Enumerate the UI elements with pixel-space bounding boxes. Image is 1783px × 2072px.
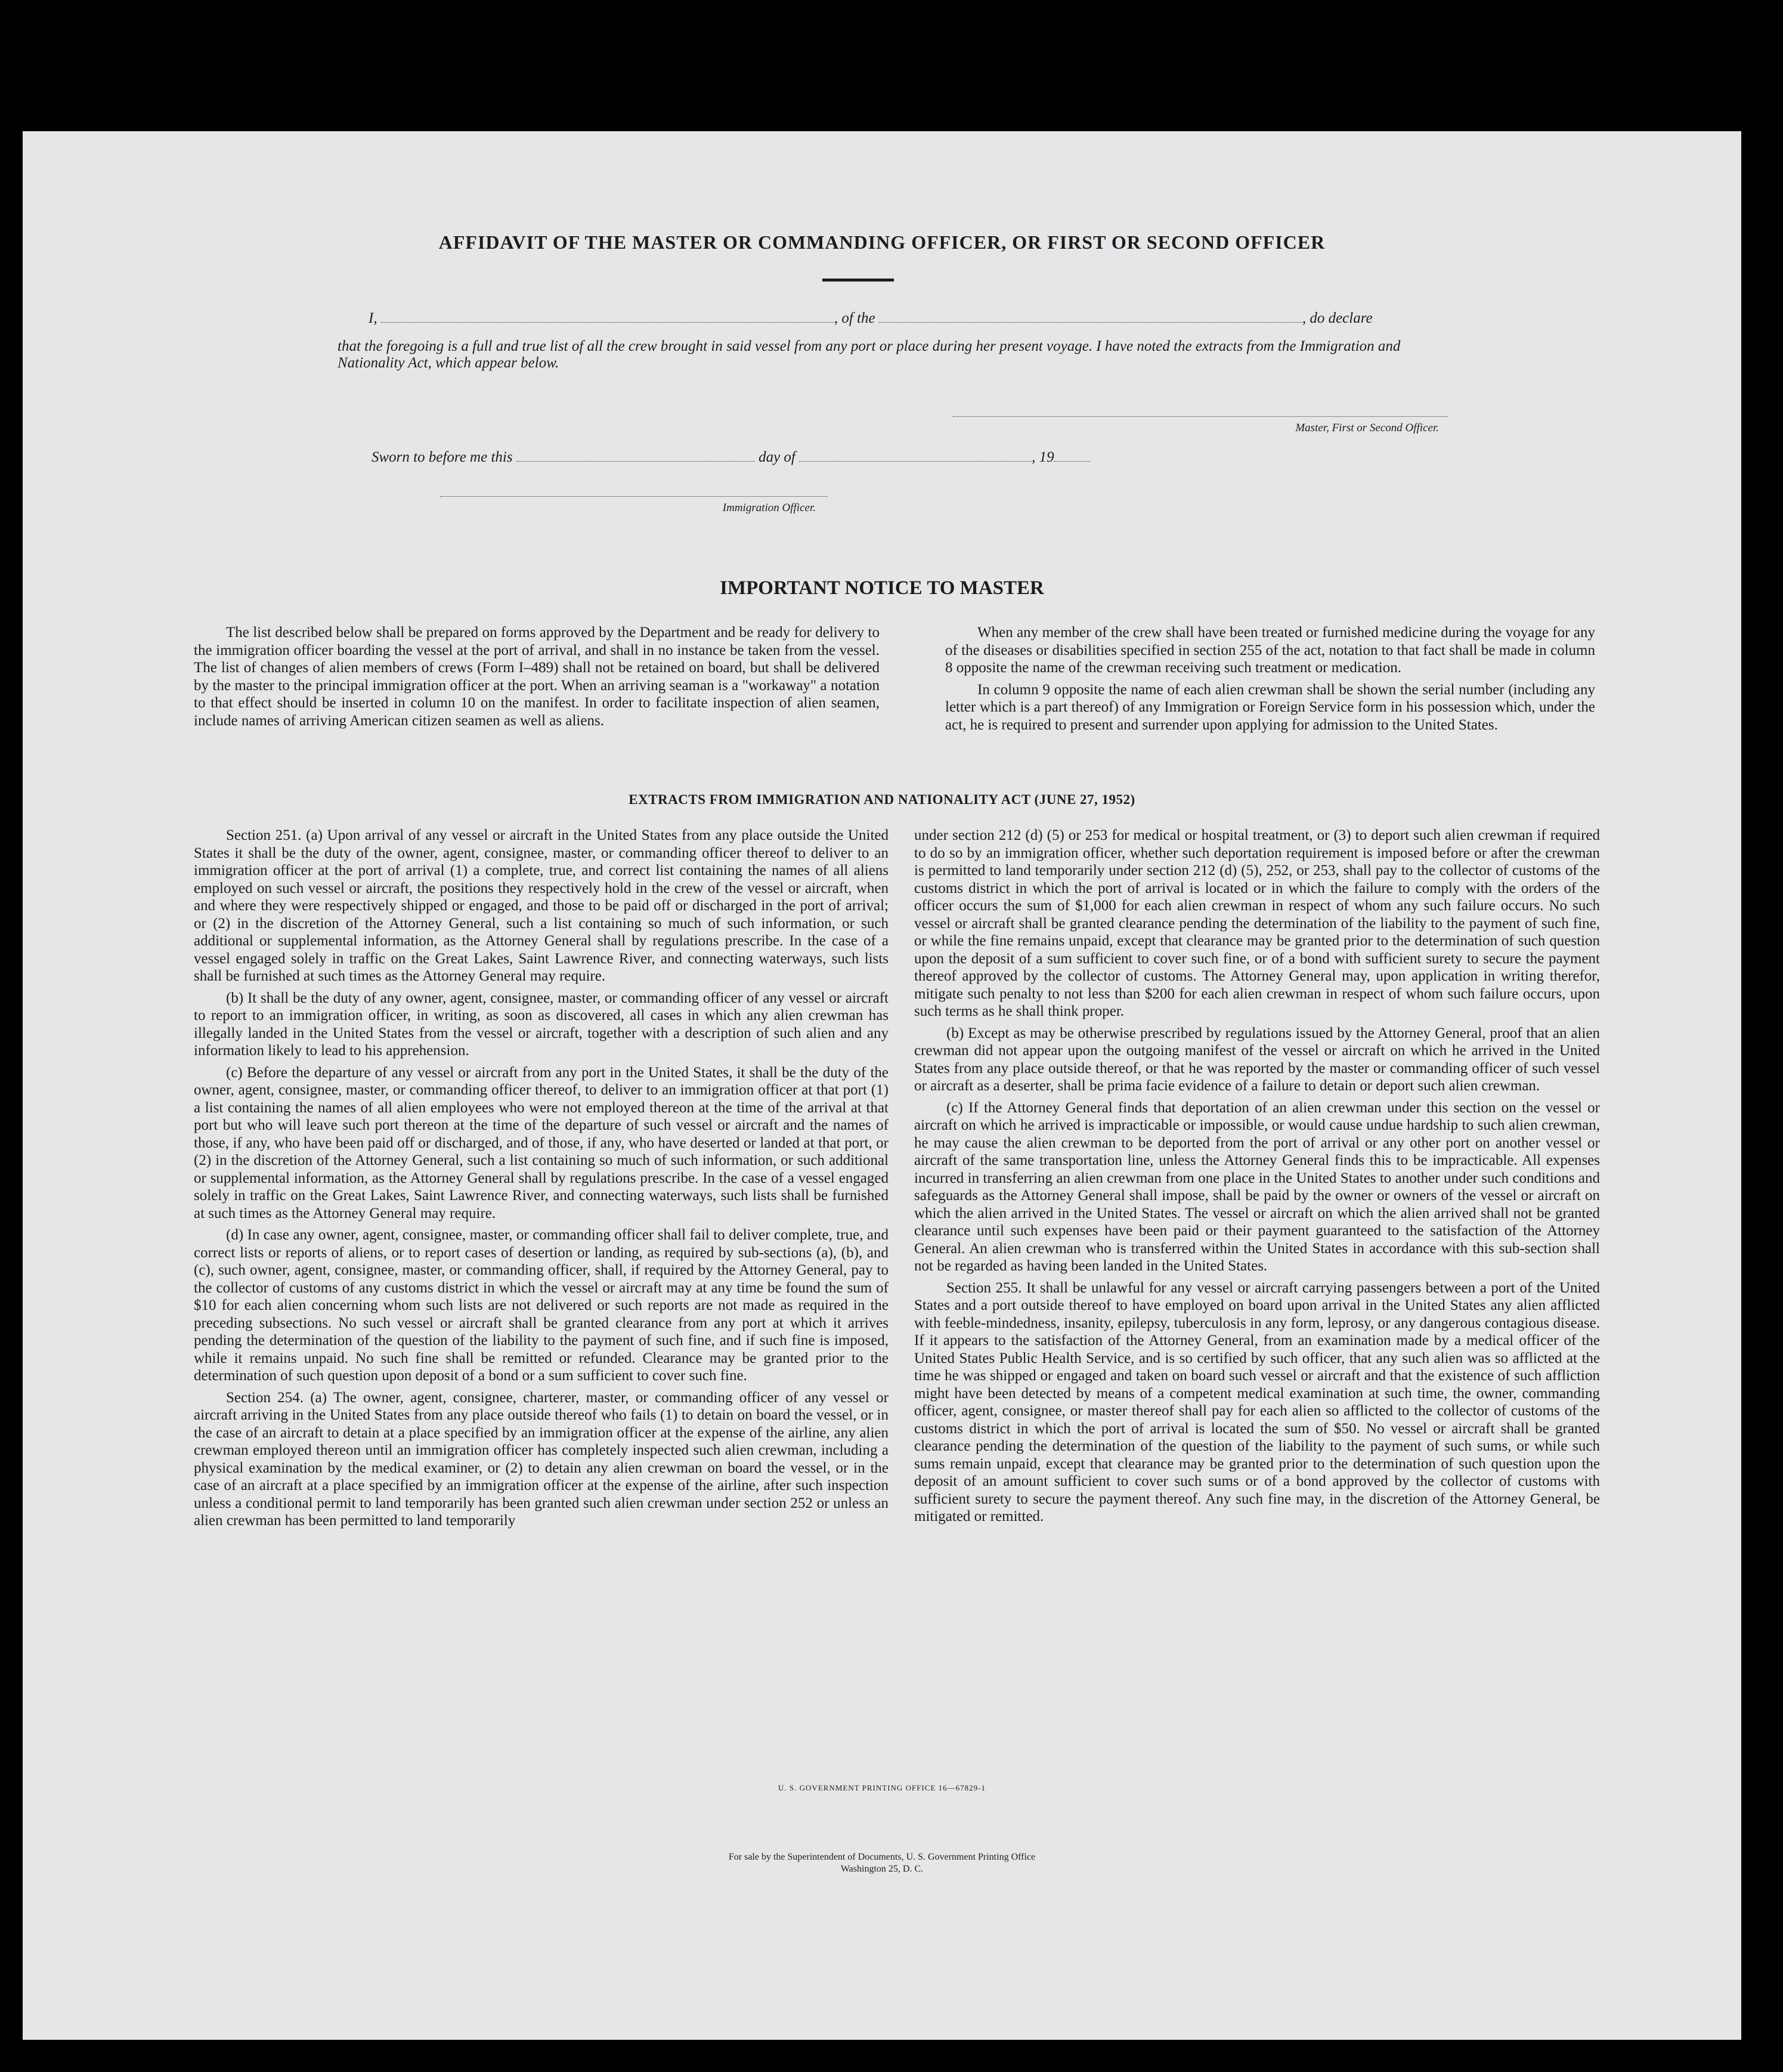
master-signature-caption: Master, First or Second Officer. [1295, 422, 1439, 434]
name-blank[interactable] [381, 321, 834, 323]
extract-paragraph: (c) Before the departure of any vessel or aircraft from any port in the United States, it shall be the duty of the owner, agent, consignee, master, or commanding officer thereof, to deliver to an immigration officer at that port (1) a list containing the names of all alien employees who were not employed thereon at the time of the arrival at that port but who will leave such port thereon at the time of the departure of such vessel or aircraft and the names of those, if any, who have been paid off or discharged, and of those, if any, who have deserted or landed at that port, or (2) in the discretion of the Attorney General, such a list containing so much of such information, or such additional or supplemental information, as the Attorney General shall by regulations prescribe. In the case of a vessel engaged solely in traffic on the Great Lakes, Saint Lawrence River, and connecting waterways, such lists shall be furnished at such times as the Attorney General may require. [194, 1064, 889, 1221]
sale-notice [23, 1851, 1741, 1875]
of-the-label: , of the [834, 310, 875, 326]
extracts-heading: EXTRACTS FROM IMMIGRATION AND NATIONALITY ACT (JUNE 27, 1952) [629, 792, 1135, 807]
sworn-label: Sworn to before me this [372, 449, 513, 465]
printing-office-code: U. S. GOVERNMENT PRINTING OFFICE 16—67829-1 [778, 1783, 986, 1792]
extract-paragraph: (d) In case any owner, agent, consignee, master, or commanding officer shall fail to deliver complete, true, and correct lists or reports of aliens, or to report cases of desertion or landing, as required by sub-sections (a), (b), and (c), such owner, agent, consignee, master, or commanding officer, shall, if required by the Attorney General, pay to the collector of customs of any customs district in which the vessel or aircraft may at any time be found the sum of $10 for each alien concerning whom such lists are not delivered or such reports are not made as required in the preceding subsections. No such vessel or aircraft shall be granted clearance from any port at which it arrives pending the determination of the question of the liability to the payment of such fine, and if such fine is imposed, while it remains unpaid. No such fine shall be remitted or refunded. Clearance may be granted prior to the determination of such question upon deposit of a bond or a sum sufficient to cover such fine. [194, 1227, 889, 1384]
sale-line-2: Washington 25, D. C. [840, 1864, 924, 1874]
master-signature-line[interactable] [953, 416, 1448, 417]
sale-line-1: For sale by the Superintendent of Documents, U. S. Government Printing Office [728, 1852, 1036, 1862]
declaration-text: that the foregoing is a full and true list of all the crew brought in said vessel from any port or place during her present voyage. I have noted the extracts from the Immigration and Nationality Act, which appear below. [338, 338, 1401, 371]
sworn-month-blank[interactable] [799, 460, 1032, 462]
notice-left-column [194, 624, 880, 734]
do-declare-label: , do declare [1302, 310, 1373, 326]
notice-right-column [945, 624, 1595, 738]
sworn-day-blank[interactable] [516, 460, 755, 462]
document-page [23, 131, 1741, 2040]
i-label: I, [369, 310, 377, 326]
year-label: , 19 [1032, 449, 1054, 465]
extract-paragraph: Section 254. (a) The owner, agent, consignee, charterer, master, or commanding officer of any vessel or aircraft arriving in the United States from any place outside thereof who fails (1) to detain on board the vessel, or in the case of an aircraft to detain at a place specified by an immigration officer at the expense of the airline, any alien crewman employed thereon until an immigration officer has completely inspected such alien crewman, including a physical examination by the medical examiner, or (2) to detain any alien crewman on board the vessel, or in the case of an aircraft at a place specified by an immigration officer at the expense of the airline, after such inspection unless a conditional permit to land temporarily has been granted such alien crewman under section 252 or unless an alien crewman has been permitted to land temporarily [194, 1389, 889, 1529]
extract-paragraph: (c) If the Attorney General finds that deportation of an alien crewman under this section on the vessel or aircraft on which he arrived is impracticable or impossible, or would cause undue hardship to such alien crewman, he may cause the alien crewman to be deported from the port of arrival or any other port on another vessel or aircraft of the same transportation line, unless the Attorney General finds this to be impracticable. All expenses incurred in transferring an alien crewman from one place in the United States to another under such conditions and safeguards as the Attorney General shall impose, shall be paid by the owner or owners of the vessel or aircraft on which the alien arrived in the United States. The vessel or aircraft on which the alien arrived shall not be granted clearance until such expenses have been paid or their payment guaranteed to the satisfaction of the Attorney General. An alien crewman who is transferred within the United States in accordance with this sub-section shall not be regarded as having been landed in the United States. [914, 1099, 1600, 1274]
notice-heading: IMPORTANT NOTICE TO MASTER [720, 577, 1044, 599]
extract-paragraph: Section 251. (a) Upon arrival of any vessel or aircraft in the United States from any place outside the United States it shall be the duty of the owner, agent, consignee, master, or commanding officer thereof to deliver to an immigration officer at the port of arrival (1) a complete, true, and correct list containing the names of all aliens employed on such vessel or aircraft, the positions they respectively hold in the crew of the vessel or aircraft, when and where they were respectively shipped or engaged, and those to be paid off or discharged in the port of arrival; or (2) in the discretion of the Attorney General, such a list containing so much of such information, or such additional or supplemental information, as the Attorney General shall by regulations prescribe. In the case of a vessel engaged solely in traffic on the Great Lakes, Saint Lawrence River, and connecting waterways, such lists shall be furnished at such times as the Attorney General may require. [194, 827, 889, 984]
vessel-blank[interactable] [879, 321, 1302, 323]
extracts-left-column [194, 827, 889, 1534]
extract-paragraph: (b) Except as may be otherwise prescribed by regulations issued by the Attorney General, proof that an alien crewman did not appear upon the outgoing manifest of the vessel or aircraft on which he arrived in the United States from any place outside thereof, or that he was reported by the master or commanding officer of such vessel or aircraft as a deserter, shall be prima facie evidence of a failure to detain or deport such alien crewman. [914, 1025, 1600, 1094]
affidavit-title: AFFIDAVIT OF THE MASTER OR COMMANDING OFFICER, OR FIRST OR SECOND OFFICER [438, 231, 1326, 253]
sworn-year-blank[interactable] [1054, 460, 1090, 462]
immigration-officer-signature-line[interactable] [440, 496, 828, 497]
title-rule [822, 279, 894, 282]
declaration-line-1 [369, 310, 1373, 327]
notice-paragraph: In column 9 opposite the name of each alien crewman shall be shown the serial number (including any letter which is a part thereof) of any Immigration or Foreign Service form in his possession which, under the act, he is required to present and surrender upon applying for admission to the United States. [945, 681, 1595, 733]
extract-paragraph: under section 212 (d) (5) or 253 for medical or hospital treatment, or (3) to deport such alien crewman if required to do so by an immigration officer, whether such deportation requirement is imposed before or after the crewman is permitted to land temporarily under section 212 (d) (5), 252, or 253, shall pay to the collector of customs of the customs district in which the port of arrival is located or in which the failure to comply with the orders of the officer occurs the sum of $1,000 for each alien crewman in respect of whom any such failure occurs. No such vessel or aircraft shall be granted clearance pending the determination of the liability to the payment of such fine, or while the fine remains unpaid, except that clearance may be granted prior to the determination of such question upon the deposit of a sum sufficient to cover such fine, or of a bond with sufficient surety to secure the payment thereof approved by the collector of customs. The Attorney General may, upon application in writing therefor, mitigate such penalty to not less than $200 for each alien crewman in respect of whom such failure occurs, upon such terms as he shall think proper. [914, 827, 1600, 1019]
notice-paragraph: The list described below shall be prepared on forms approved by the Department and be ready for delivery to the immigration officer boarding the vessel at the port of arrival, and shall in no instance be taken from the vessel. The list of changes of alien members of crews (Form I–489) shall not be retained on board, but shall be delivered by the master to the principal immigration officer at the port. When an arriving seaman is a "workaway" a notation to that effect should be inserted in column 10 on the manifest. In order to facilitate inspection of alien seamen, include names of arriving American citizen seamen as well as aliens. [194, 624, 880, 729]
extract-paragraph: (b) It shall be the duty of any owner, agent, consignee, master, or commanding officer of any vessel or aircraft to report to an immigration officer, in writing, as soon as discovered, all cases in which any alien crewman has illegally landed in the United States from the vessel or aircraft, together with a description of such alien and any information likely to lead to his apprehension. [194, 989, 889, 1059]
sworn-line [372, 449, 1090, 466]
immigration-officer-caption: Immigration Officer. [722, 502, 816, 514]
extracts-right-column [914, 827, 1600, 1530]
day-of-label: day of [759, 449, 795, 465]
extract-paragraph: Section 255. It shall be unlawful for any vessel or aircraft carrying passengers between a port of the United States and a port outside thereof to have employed on board upon arrival in the United States any alien afflicted with feeble-mindedness, insanity, epilepsy, tuberculosis in any form, leprosy, or any dangerous contagious disease. If it appears to the satisfaction of the Attorney General, from an examination made by a medical officer of the United States Public Health Service, and is so certified by such officer, that any such alien was so afflicted at the time he was shipped or engaged and taken on board such vessel or aircraft and that the existence of such affliction might have been detected by means of a competent medical examination at such time, the owner, commanding officer, agent, consignee, or master thereof shall pay for each alien so afflicted to the collector of customs of the customs district in which the port of arrival is located the sum of $50. No vessel or aircraft shall be granted clearance pending the determination of the question of the liability to the payment of such sums, or while such sums remain unpaid, except that clearance may be granted prior to the determination of such question upon the deposit of an amount sufficient to cover such sums or of a bond approved by the collector of customs with sufficient surety to secure the payment thereof. Any such fine may, in the discretion of the Attorney General, be mitigated or remitted. [914, 1279, 1600, 1524]
notice-paragraph: When any member of the crew shall have been treated or furnished medicine during the voyage for any of the diseases or disabilities specified in section 255 of the act, notation to that fact shall be made in column 8 opposite the name of the crewman receiving such treatment or medication. [945, 624, 1595, 676]
